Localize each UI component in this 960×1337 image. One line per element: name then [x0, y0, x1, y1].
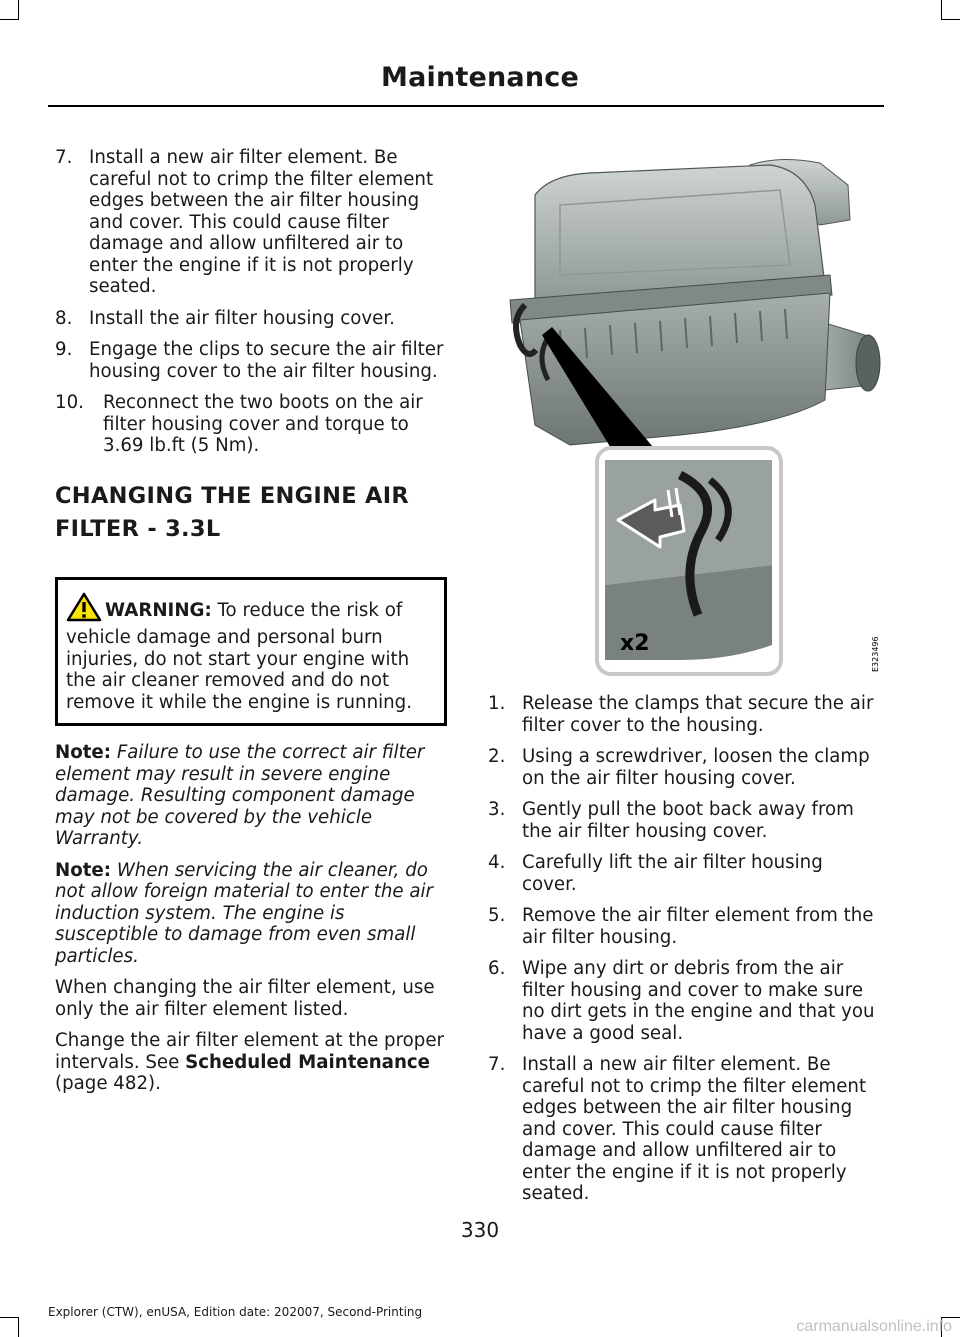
- right-column: [488, 693, 883, 1215]
- step-text: Release the clamps that secure the air filter cover to the housing.: [522, 693, 874, 736]
- step-text: Install the air filter housing cover.: [89, 307, 395, 329]
- step-number: 2.: [488, 746, 506, 767]
- list-item: [488, 958, 883, 1044]
- figure-code: E323496: [871, 636, 880, 672]
- list-item: [488, 852, 883, 895]
- left-step-list: [55, 147, 447, 457]
- step-number: 8.: [55, 307, 73, 329]
- note-label: Note:: [55, 859, 112, 881]
- list-item: [488, 799, 883, 842]
- body-paragraph: [55, 1030, 447, 1095]
- list-item: [488, 905, 883, 948]
- list-item: [488, 746, 883, 789]
- step-number: 7.: [488, 1054, 506, 1075]
- crop-mark: [942, 19, 960, 20]
- step-number: 10.: [55, 392, 84, 413]
- page-header-title: Maintenance: [381, 62, 579, 93]
- note-paragraph: [55, 742, 447, 850]
- step-number: 9.: [55, 339, 73, 360]
- step-number: 3.: [488, 799, 506, 820]
- step-text: Install a new air filter element. Be careful not to crimp the filter element edges between the air filter housing and cover. This could cause filter damage and allow unfiltered air to enter the engine if it is not properly seated.: [89, 147, 434, 297]
- step-number: 4.: [488, 852, 506, 873]
- note-paragraph: [55, 860, 447, 968]
- paragraph-text: (page 482).: [55, 1073, 161, 1094]
- step-text: Carefully lift the air filter housing cover.: [522, 852, 823, 895]
- step-number: 1.: [488, 693, 506, 714]
- warning-triangle-icon: [66, 592, 102, 628]
- step-text: Engage the clips to secure the air filter housing cover to the air filter housing.: [89, 339, 444, 382]
- page-number: 330: [460, 1218, 500, 1242]
- step-text: Gently pull the boot back away from the air filter housing cover.: [522, 799, 854, 842]
- warning-box: [55, 577, 447, 727]
- section-heading: CHANGING THE ENGINE AIR FILTER - 3.3L: [55, 482, 410, 542]
- list-item: [488, 1054, 883, 1205]
- crop-mark: [941, 0, 942, 20]
- step-text: Using a screwdriver, loosen the clamp on the air filter housing cover.: [522, 746, 870, 789]
- crop-mark: [0, 1317, 18, 1318]
- note-label: Note:: [55, 742, 112, 763]
- cross-reference-link[interactable]: Scheduled Maintenance: [185, 1051, 431, 1073]
- footer-edition-text: Explorer (CTW), enUSA, Edition date: 202007, Second-Printing: [48, 1305, 423, 1319]
- step-number: 7.: [55, 147, 73, 168]
- inset-callout-label: x2: [620, 631, 650, 656]
- list-item: [55, 308, 447, 330]
- step-text: Remove the air filter element from the air filter housing.: [522, 905, 874, 948]
- right-step-list: [488, 693, 883, 1205]
- left-column: [55, 147, 447, 1105]
- step-text: Reconnect the two boots on the air filter housing cover and torque to 3.69 lb.ft (5 Nm).: [103, 392, 423, 456]
- crop-mark: [18, 0, 19, 20]
- step-number: 6.: [488, 958, 506, 979]
- warning-label: WARNING:: [105, 599, 212, 621]
- crop-mark: [0, 19, 18, 20]
- list-item: [55, 339, 447, 382]
- watermark: carmanualsonline.info: [796, 1318, 952, 1335]
- step-number: 5.: [488, 905, 506, 926]
- step-text: Install a new air filter element. Be careful not to crimp the filter element edges between the air filter housing and cover. This could cause filter damage and allow unfiltered air to enter the engine if it is not properly seated.: [522, 1054, 867, 1204]
- list-item: [488, 693, 883, 736]
- paragraph-text: Change the air filter element at the proper intervals. See: [55, 1030, 445, 1073]
- list-item: [55, 392, 447, 457]
- air-filter-housing-illustration: [480, 145, 885, 680]
- warning-text: To reduce the risk of vehicle damage and personal burn injuries, do not start your engine with the air cleaner removed and do not remove it while the engine is running.: [66, 599, 413, 713]
- list-item: [55, 147, 447, 298]
- header-rule: [48, 105, 884, 107]
- step-text: Wipe any dirt or debris from the air filter housing and cover to make sure no dirt gets in the engine and that you have a good seal.: [522, 958, 875, 1044]
- body-paragraph: When changing the air filter element, use only the air filter element listed.: [55, 977, 435, 1020]
- note-text: When servicing the air cleaner, do not allow foreign material to enter the air induction system. The engine is susceptible to damage from even small particles.: [55, 859, 434, 967]
- crop-mark: [18, 1317, 19, 1337]
- note-text: Failure to use the correct air filter element may result in severe engine damage. Resulting component damage may not be covered by the vehicle Warranty.: [55, 742, 425, 849]
